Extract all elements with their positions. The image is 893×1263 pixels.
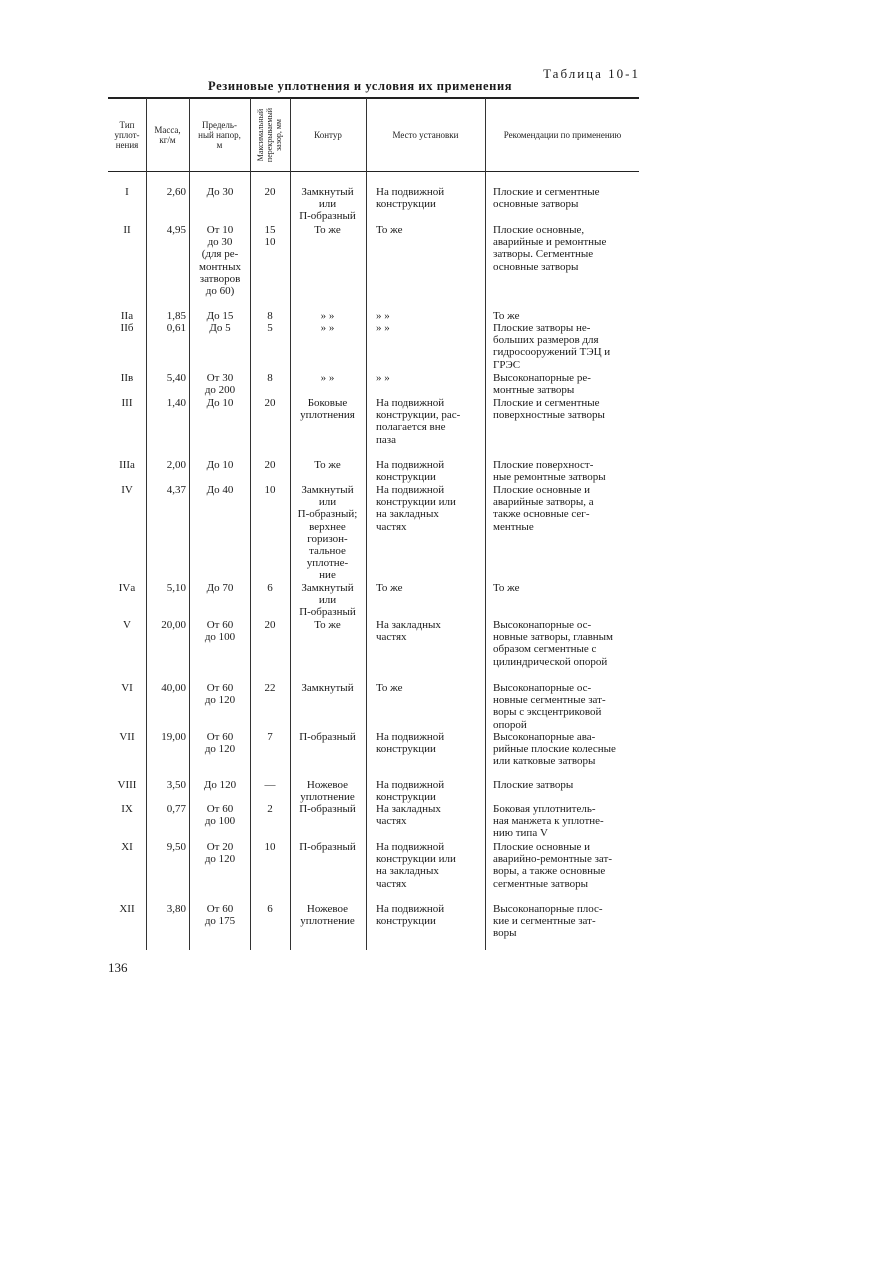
cell-place: На закладных частях — [376, 803, 441, 828]
cell-recommendation: То же — [493, 582, 520, 594]
cell-type: III — [121, 397, 133, 409]
cell-contour: Замкнутый или П-образный — [299, 582, 356, 619]
cell-type: IX — [121, 803, 133, 815]
cell-head: От 60 до 120 — [204, 682, 236, 707]
cell-type: V — [123, 619, 131, 631]
cell-type: VI — [121, 682, 133, 694]
cell-head: От 10 до 30 (для ре- монтных затворов до 60) — [199, 224, 241, 298]
cell-place: » » — [376, 310, 390, 322]
header-type: Тип уплот- нения — [114, 119, 140, 151]
cell-place: На подвижной конструкции, рас- полагается вне паза — [376, 397, 461, 446]
cell-mass: 9,50 — [166, 841, 186, 853]
cell-gap: 20 — [264, 459, 276, 471]
table-title: Резиновые уплотнения и условия их применения — [208, 79, 513, 93]
cell-gap: 5 — [267, 322, 273, 334]
cell-contour: Ножевое уплотнение — [300, 779, 355, 804]
cell-place: » » — [376, 322, 390, 334]
cell-recommendation: Плоские основные и аварийные затворы, а также основные сег- ментные — [493, 484, 594, 533]
cell-head: От 30 до 200 — [204, 372, 236, 397]
cell-place: То же — [376, 582, 403, 594]
cell-head: До 120 — [203, 779, 237, 791]
cell-mass: 40,00 — [161, 682, 186, 694]
header-place: Место установки — [392, 129, 459, 140]
cell-place: На подвижной конструкции — [376, 903, 445, 928]
cell-gap: 20 — [264, 186, 276, 198]
cell-contour: П-образный — [299, 803, 356, 815]
cell-head: До 10 — [206, 397, 234, 409]
column-divider — [366, 98, 367, 950]
cell-mass: 3,80 — [166, 903, 186, 915]
cell-place: На подвижной конструкции или на закладных частях — [376, 484, 456, 533]
cell-recommendation: Высоконапорные ре- монтные затворы — [493, 372, 591, 397]
cell-recommendation: Плоские основные, аварийные и ремонтные затворы. Сегментные основные затворы — [493, 224, 607, 273]
header-mass: Масса, кг/м — [154, 124, 181, 145]
cell-head: До 40 — [206, 484, 234, 496]
cell-contour: То же — [314, 619, 341, 631]
cell-mass: 0,77 — [166, 803, 186, 815]
cell-contour: Ножевое уплотнение — [300, 903, 355, 928]
cell-mass: 5,10 — [166, 582, 186, 594]
cell-place: » » — [376, 372, 390, 384]
cell-contour: Замкнутый или П-образный — [299, 186, 356, 223]
cell-gap: 20 — [264, 619, 276, 631]
table-top-rule — [108, 97, 639, 99]
cell-mass: 2,60 — [166, 186, 186, 198]
cell-mass: 1,40 — [166, 397, 186, 409]
cell-type: VII — [119, 731, 135, 743]
table-label: Таблица 10-1 — [543, 66, 640, 81]
cell-type: IVа — [118, 582, 136, 594]
cell-head: До 5 — [209, 322, 231, 334]
cell-recommendation: Плоские и сегментные основные затворы — [493, 186, 600, 211]
cell-contour: Замкнутый — [301, 682, 354, 694]
cell-gap: 7 — [267, 731, 273, 743]
cell-place: На подвижной конструкции — [376, 731, 445, 756]
header-gap: Максимальный перекрываемый зазор, мм — [255, 107, 283, 163]
cell-recommendation: Высоконапорные плос- кие и сегментные зат- воры — [493, 903, 603, 940]
cell-type: IV — [121, 484, 133, 496]
page-number: 136 — [108, 960, 128, 975]
cell-head: От 60 до 175 — [204, 903, 236, 928]
cell-mass: 0,61 — [166, 322, 186, 334]
cell-type: VIII — [117, 779, 137, 791]
cell-place: То же — [376, 224, 403, 236]
cell-contour: » » — [320, 372, 335, 384]
cell-place: То же — [376, 682, 403, 694]
cell-head: От 20 до 120 — [204, 841, 236, 866]
cell-gap: 10 — [264, 484, 276, 496]
header-recommendations: Рекомендации по применению — [503, 129, 622, 140]
cell-recommendation: То же — [493, 310, 520, 322]
cell-recommendation: Плоские затворы не- больших размеров для гидросооружений ТЭЦ и ГРЭС — [493, 322, 611, 371]
cell-contour: » » — [320, 310, 335, 322]
column-divider — [485, 98, 486, 950]
cell-gap: 8 — [267, 372, 273, 384]
cell-gap: 10 — [264, 841, 276, 853]
cell-recommendation: Высоконапорные ос- новные затворы, главным образом сегментные с цилиндрической опорой — [493, 619, 614, 668]
cell-gap: 2 — [267, 803, 273, 815]
cell-recommendation: Плоские поверхност- ные ремонтные затворы — [493, 459, 606, 484]
cell-head: До 10 — [206, 459, 234, 471]
cell-head: От 60 до 100 — [204, 803, 236, 828]
cell-head: До 70 — [206, 582, 234, 594]
cell-contour: » » — [320, 322, 335, 334]
cell-gap: 8 — [267, 310, 273, 322]
cell-contour: Боковые уплотнения — [300, 397, 355, 422]
cell-gap: 6 — [267, 582, 273, 594]
cell-mass: 5,40 — [166, 372, 186, 384]
cell-head: От 60 до 100 — [204, 619, 236, 644]
cell-contour: П-образный — [299, 841, 356, 853]
cell-type: I — [125, 186, 129, 198]
cell-gap: 6 — [267, 903, 273, 915]
cell-mass: 4,95 — [166, 224, 186, 236]
cell-recommendation: Плоские затворы — [493, 779, 574, 791]
cell-contour: П-образный — [299, 731, 356, 743]
cell-mass: 2,00 — [166, 459, 186, 471]
cell-place: На подвижной конструкции — [376, 779, 445, 804]
cell-recommendation: Высоконапорные ос- новные сегментные зат- воры с эксцентриковой опорой — [493, 682, 606, 731]
cell-mass: 3,50 — [166, 779, 186, 791]
cell-place: На подвижной конструкции — [376, 186, 445, 211]
cell-mass: 4,37 — [166, 484, 186, 496]
cell-type: IIа — [120, 310, 134, 322]
cell-mass: 20,00 — [161, 619, 186, 631]
table-header-rule — [108, 171, 639, 172]
cell-contour: То же — [314, 459, 341, 471]
cell-place: На подвижной конструкции — [376, 459, 445, 484]
cell-type: IIв — [120, 372, 134, 384]
cell-recommendation: Боковая уплотнитель- ная манжета к уплотне- нию типа V — [493, 803, 604, 840]
cell-gap: 15 10 — [264, 224, 276, 249]
cell-type: II — [123, 224, 131, 236]
cell-recommendation: Плоские основные и аварийно-ремонтные зат- воры, а также основные сегментные затворы — [493, 841, 612, 890]
cell-type: XII — [119, 903, 135, 915]
header-contour: Контур — [314, 129, 342, 140]
cell-gap: — — [264, 779, 276, 791]
cell-contour: Замкнутый или П-образный; верхнее горизон- тальное уплотне- ние — [297, 484, 358, 582]
cell-head: До 15 — [206, 310, 234, 322]
cell-head: До 30 — [206, 186, 234, 198]
cell-place: На закладных частях — [376, 619, 441, 644]
cell-type: XI — [121, 841, 133, 853]
cell-type: IIб — [120, 322, 134, 334]
cell-contour: То же — [314, 224, 341, 236]
cell-mass: 1,85 — [166, 310, 186, 322]
cell-head: От 60 до 120 — [204, 731, 236, 756]
cell-recommendation: Высоконапорные ава- рийные плоские колесные или катковые затворы — [493, 731, 616, 768]
cell-type: IIIа — [119, 459, 135, 471]
header-head: Предель- ный напор, м — [198, 119, 241, 151]
cell-mass: 19,00 — [161, 731, 186, 743]
cell-place: На подвижной конструкции или на закладных частях — [376, 841, 456, 890]
cell-gap: 22 — [264, 682, 276, 694]
cell-gap: 20 — [264, 397, 276, 409]
cell-recommendation: Плоские и сегментные поверхностные затворы — [493, 397, 605, 422]
